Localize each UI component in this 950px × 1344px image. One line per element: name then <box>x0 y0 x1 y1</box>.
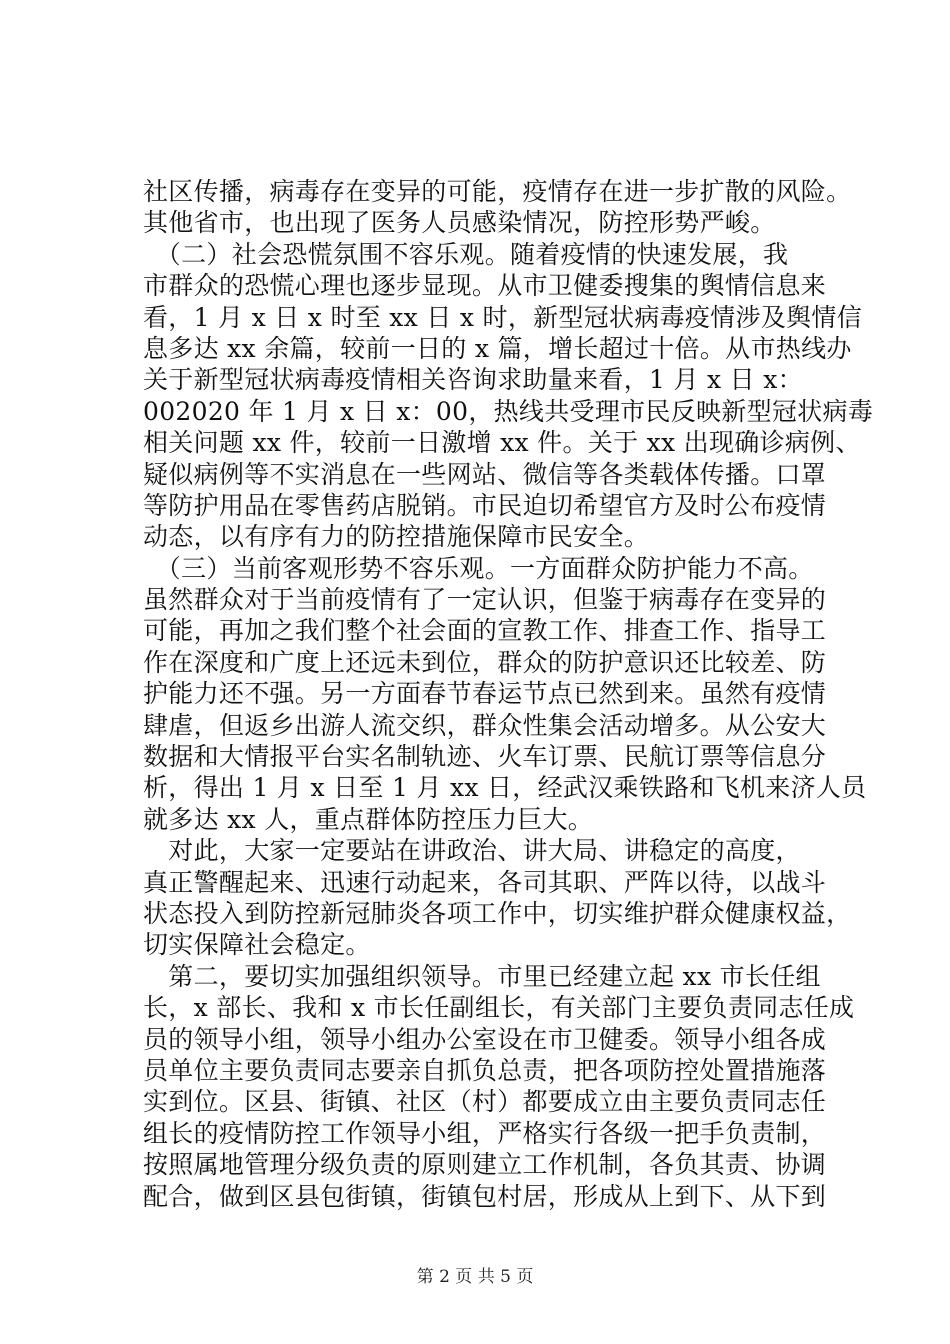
text-line: 002020 年 1 月 x 日 x：00，热线共受理市民反映新型冠状病毒 <box>143 396 874 426</box>
document-body <box>143 176 874 1212</box>
text-line: 析，得出 1 月 x 日至 1 月 xx 日，经武汉乘铁路和飞机来济人员 <box>143 773 867 803</box>
text-line: 社区传播，病毒存在变异的可能，疫情存在进一步扩散的风险。 <box>143 177 852 206</box>
text-line: 肆虐，但返乡出游人流交织，群众性集会活动增多。从公安大 <box>143 710 827 740</box>
text-line: 息多达 xx 余篇，较前一日的 x 篇，增长超过十倍。从市热线办 <box>143 333 852 363</box>
text-line: 就多达 xx 人，重点群体防控压力巨大。 <box>143 804 594 834</box>
text-line: 员单位主要负责同志要亲自抓负总责，把各项防控处置措施落 <box>143 1055 827 1085</box>
text-line: 数据和大情报平台实名制轨迹、火车订票、民航订票等信息分 <box>143 742 827 772</box>
text-line: 对此，大家一定要站在讲政治、讲大局、讲稳定的高度， <box>143 836 801 866</box>
text-line: 动态，以有序有力的防控措施保障市民安全。 <box>143 522 650 552</box>
text-line: 看，1 月 x 日 x 时至 xx 日 x 时，新型冠状病毒疫情涉及舆情信 <box>143 302 863 332</box>
text-line: 长，x 部长、我和 x 市长任副组长，有关部门主要负责同志任成 <box>143 993 855 1023</box>
text-line: 第二，要切实加强组织领导。市里已经建立起 xx 市长任组 <box>143 961 821 991</box>
text-line: 员的领导小组，领导小组办公室设在市卫健委。领导小组各成 <box>143 1024 827 1054</box>
text-line: 配合，做到区县包街镇，街镇包村居，形成从上到下、从下到 <box>143 1181 827 1211</box>
text-line: 护能力还不强。另一方面春节春运节点已然到来。虽然有疫情 <box>143 679 827 709</box>
text-line: 组长的疫情防控工作领导小组，严格实行各级一把手负责制， <box>143 1118 827 1148</box>
text-line: 作在深度和广度上还远未到位，群众的防护意识还比较差、防 <box>143 647 827 677</box>
text-line: 状态投入到防控新冠肺炎各项工作中，切实维护群众健康权益， <box>143 898 852 928</box>
text-line: 市群众的恐慌心理也逐步显现。从市卫健委搜集的舆情信息来 <box>143 271 827 301</box>
text-line: （二）社会恐慌氛围不容乐观。随着疫情的快速发展，我 <box>143 239 789 269</box>
text-line: 切实保障社会稳定。 <box>143 930 371 960</box>
text-line: 虽然群众对于当前疫情有了一定认识，但鉴于病毒存在变异的 <box>143 585 827 615</box>
page-number-footer: 第 2 页 共 5 页 <box>416 1267 534 1287</box>
text-line: 实到位。区县、街镇、社区（村）都要成立由主要负责同志任 <box>143 1087 827 1117</box>
text-line: （三）当前客观形势不容乐观。一方面群众防护能力不高。 <box>143 553 814 583</box>
text-line: 真正警醒起来、迅速行动起来，各司其职、严阵以待，以战斗 <box>143 867 827 897</box>
text-line: 按照属地管理分级负责的原则建立工作机制，各负其责、协调 <box>143 1150 827 1180</box>
text-line: 等防护用品在零售药店脱销。市民迫切希望官方及时公布疫情 <box>143 490 827 520</box>
text-line: 可能，再加之我们整个社会面的宣教工作、排查工作、指导工 <box>143 616 827 646</box>
text-line: 关于新型冠状病毒疫情相关咨询求助量来看，1 月 x 日 x： <box>143 365 803 395</box>
text-line: 疑似病例等不实消息在一些网站、微信等各类载体传播。口罩 <box>143 459 827 489</box>
text-line: 其他省市，也出现了医务人员感染情况，防控形势严峻。 <box>143 208 776 238</box>
text-line: 相关问题 xx 件，较前一日激增 xx 件。关于 xx 出现确诊病例、 <box>143 428 861 458</box>
